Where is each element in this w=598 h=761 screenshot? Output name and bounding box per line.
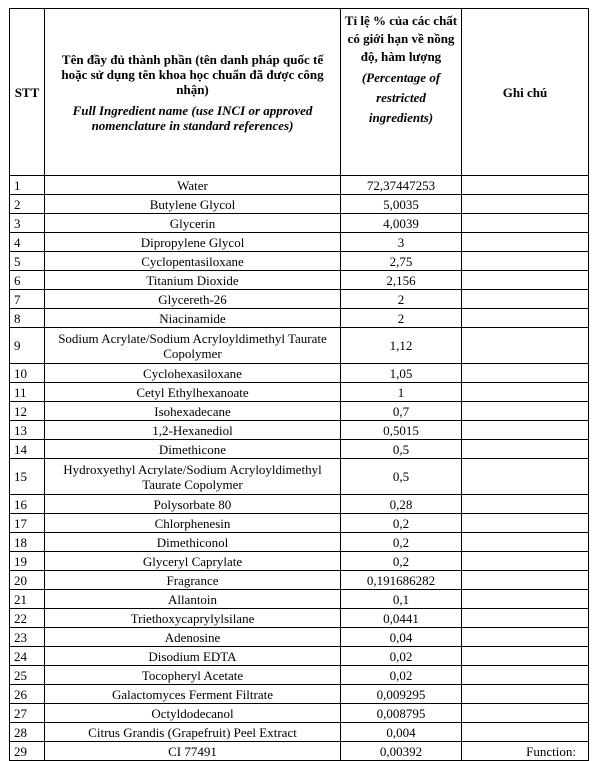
row-ingredient-name: Tocopheryl Acetate (45, 666, 341, 685)
row-stt: 22 (10, 609, 45, 628)
table-row (10, 571, 589, 590)
row-percentage: 0,02 (341, 666, 462, 685)
row-stt: 11 (10, 383, 45, 402)
row-percentage: 0,5 (341, 459, 462, 495)
table-body (10, 176, 589, 761)
row-ingredient-name: Glycerin (45, 214, 341, 233)
row-ingredient-name: Triethoxycaprylylsilane (45, 609, 341, 628)
row-percentage: 2,75 (341, 252, 462, 271)
table-row (10, 271, 589, 290)
table-row (10, 459, 589, 495)
row-percentage: 0,004 (341, 723, 462, 742)
table-row (10, 666, 589, 685)
row-note (462, 176, 589, 195)
table-row (10, 685, 589, 704)
row-ingredient-name: Citrus Grandis (Grapefruit) Peel Extract (45, 723, 341, 742)
row-ingredient-name: Cyclohexasiloxane (45, 364, 341, 383)
row-ingredient-name: Butylene Glycol (45, 195, 341, 214)
row-percentage: 0,008795 (341, 704, 462, 723)
row-note (462, 290, 589, 309)
row-stt: 14 (10, 440, 45, 459)
row-percentage: 0,7 (341, 402, 462, 421)
row-note (462, 402, 589, 421)
row-percentage: 0,1 (341, 590, 462, 609)
table-row (10, 195, 589, 214)
row-stt: 27 (10, 704, 45, 723)
row-ingredient-name: Cetyl Ethylhexanoate (45, 383, 341, 402)
row-percentage: 0,04 (341, 628, 462, 647)
ingredient-document (9, 8, 589, 761)
header-percentage-vi: Tỉ lệ % của các chất có giới hạn về nồng độ, hàm lượng (344, 13, 458, 64)
header-ingredient-name (45, 9, 341, 176)
row-percentage: 4,0039 (341, 214, 462, 233)
row-note (462, 609, 589, 628)
table-row (10, 421, 589, 440)
row-percentage: 0,2 (341, 514, 462, 533)
row-note (462, 309, 589, 328)
header-percentage (341, 9, 462, 176)
table-row (10, 383, 589, 402)
row-stt: 16 (10, 495, 45, 514)
row-note (462, 495, 589, 514)
row-stt: 6 (10, 271, 45, 290)
row-stt: 1 (10, 176, 45, 195)
row-percentage: 2 (341, 290, 462, 309)
table-header-row (10, 9, 589, 176)
row-percentage: 0,009295 (341, 685, 462, 704)
table-row (10, 252, 589, 271)
row-percentage: 1,05 (341, 364, 462, 383)
row-note (462, 421, 589, 440)
table-row (10, 495, 589, 514)
table-row (10, 402, 589, 421)
table-row (10, 647, 589, 666)
row-stt: 13 (10, 421, 45, 440)
row-ingredient-name: Water (45, 176, 341, 195)
row-percentage: 0,5015 (341, 421, 462, 440)
row-stt: 18 (10, 533, 45, 552)
row-note (462, 214, 589, 233)
row-stt: 12 (10, 402, 45, 421)
row-stt: 20 (10, 571, 45, 590)
row-ingredient-name: Dimethicone (45, 440, 341, 459)
table-row (10, 704, 589, 723)
row-percentage: 0,2 (341, 533, 462, 552)
row-stt: 3 (10, 214, 45, 233)
row-percentage: 0,5 (341, 440, 462, 459)
row-ingredient-name: Octyldodecanol (45, 704, 341, 723)
header-notes: Ghi chú (462, 9, 589, 176)
row-note (462, 459, 589, 495)
row-ingredient-name: Hydroxyethyl Acrylate/Sodium Acryloyldimethyl Taurate Copolymer (45, 459, 341, 495)
row-stt: 15 (10, 459, 45, 495)
row-stt: 9 (10, 328, 45, 364)
row-ingredient-name: Isohexadecane (45, 402, 341, 421)
row-stt: 24 (10, 647, 45, 666)
row-stt: 29 (10, 742, 45, 761)
row-ingredient-name: Dipropylene Glycol (45, 233, 341, 252)
row-ingredient-name: Glyceryl Caprylate (45, 552, 341, 571)
row-percentage: 0,0441 (341, 609, 462, 628)
row-percentage: 2 (341, 309, 462, 328)
row-note (462, 723, 589, 742)
table-row (10, 514, 589, 533)
row-ingredient-name: Titanium Dioxide (45, 271, 341, 290)
row-percentage: 0,28 (341, 495, 462, 514)
row-ingredient-name: Polysorbate 80 (45, 495, 341, 514)
row-stt: 21 (10, 590, 45, 609)
row-percentage: 2,156 (341, 271, 462, 290)
row-ingredient-name: Sodium Acrylate/Sodium Acryloyldimethyl Taurate Copolymer (45, 328, 341, 364)
table-row (10, 552, 589, 571)
table-row (10, 742, 589, 761)
row-note (462, 533, 589, 552)
row-note (462, 383, 589, 402)
row-note (462, 271, 589, 290)
row-ingredient-name: Dimethiconol (45, 533, 341, 552)
row-stt: 5 (10, 252, 45, 271)
table-row (10, 440, 589, 459)
table-row (10, 309, 589, 328)
row-ingredient-name: Galactomyces Ferment Filtrate (45, 685, 341, 704)
row-stt: 17 (10, 514, 45, 533)
header-ingredient-name-en: Full Ingredient name (use INCI or approved nomenclature in standard references) (72, 102, 313, 133)
table-row (10, 609, 589, 628)
row-note (462, 514, 589, 533)
row-ingredient-name: Allantoin (45, 590, 341, 609)
row-note (462, 252, 589, 271)
row-note (462, 704, 589, 723)
row-note (462, 552, 589, 571)
row-percentage: 72,37447253 (341, 176, 462, 195)
table-row (10, 176, 589, 195)
row-ingredient-name: 1,2-Hexanediol (45, 421, 341, 440)
table-row (10, 233, 589, 252)
row-note (462, 647, 589, 666)
row-ingredient-name: Chlorphenesin (45, 514, 341, 533)
row-percentage: 0,2 (341, 552, 462, 571)
header-ingredient-name-vi: Tên đầy đủ thành phần (tên danh pháp quốc tế hoặc sử dụng tên khoa học chuẩn đã được công nhận) (61, 51, 324, 97)
row-note (462, 628, 589, 647)
table-row (10, 723, 589, 742)
row-ingredient-name: Cyclopentasiloxane (45, 252, 341, 271)
row-ingredient-name: Niacinamide (45, 309, 341, 328)
row-percentage: 0,02 (341, 647, 462, 666)
row-note (462, 195, 589, 214)
row-note (462, 328, 589, 364)
row-stt: 2 (10, 195, 45, 214)
row-stt: 26 (10, 685, 45, 704)
table-row (10, 214, 589, 233)
header-percentage-en: (Percentage of restricted ingredients) (361, 70, 441, 125)
table-row (10, 364, 589, 383)
row-stt: 8 (10, 309, 45, 328)
row-stt: 19 (10, 552, 45, 571)
row-percentage: 0,00392 (341, 742, 462, 761)
row-note (462, 666, 589, 685)
row-ingredient-name: CI 77491 (45, 742, 341, 761)
row-ingredient-name: Adenosine (45, 628, 341, 647)
table-row (10, 533, 589, 552)
row-stt: 28 (10, 723, 45, 742)
table-row (10, 590, 589, 609)
table-row (10, 290, 589, 309)
row-percentage: 3 (341, 233, 462, 252)
row-note: Function: (462, 742, 589, 761)
ingredient-table (9, 8, 589, 761)
row-note (462, 685, 589, 704)
row-stt: 10 (10, 364, 45, 383)
row-stt: 7 (10, 290, 45, 309)
row-note (462, 440, 589, 459)
row-percentage: 1,12 (341, 328, 462, 364)
table-row (10, 628, 589, 647)
row-ingredient-name: Fragrance (45, 571, 341, 590)
row-percentage: 0,191686282 (341, 571, 462, 590)
row-note (462, 590, 589, 609)
row-note (462, 233, 589, 252)
row-note (462, 571, 589, 590)
row-stt: 23 (10, 628, 45, 647)
table-row (10, 328, 589, 364)
row-stt: 4 (10, 233, 45, 252)
row-ingredient-name: Glycereth-26 (45, 290, 341, 309)
row-percentage: 5,0035 (341, 195, 462, 214)
row-note (462, 364, 589, 383)
row-percentage: 1 (341, 383, 462, 402)
header-stt: STT (10, 9, 45, 176)
row-ingredient-name: Disodium EDTA (45, 647, 341, 666)
row-stt: 25 (10, 666, 45, 685)
